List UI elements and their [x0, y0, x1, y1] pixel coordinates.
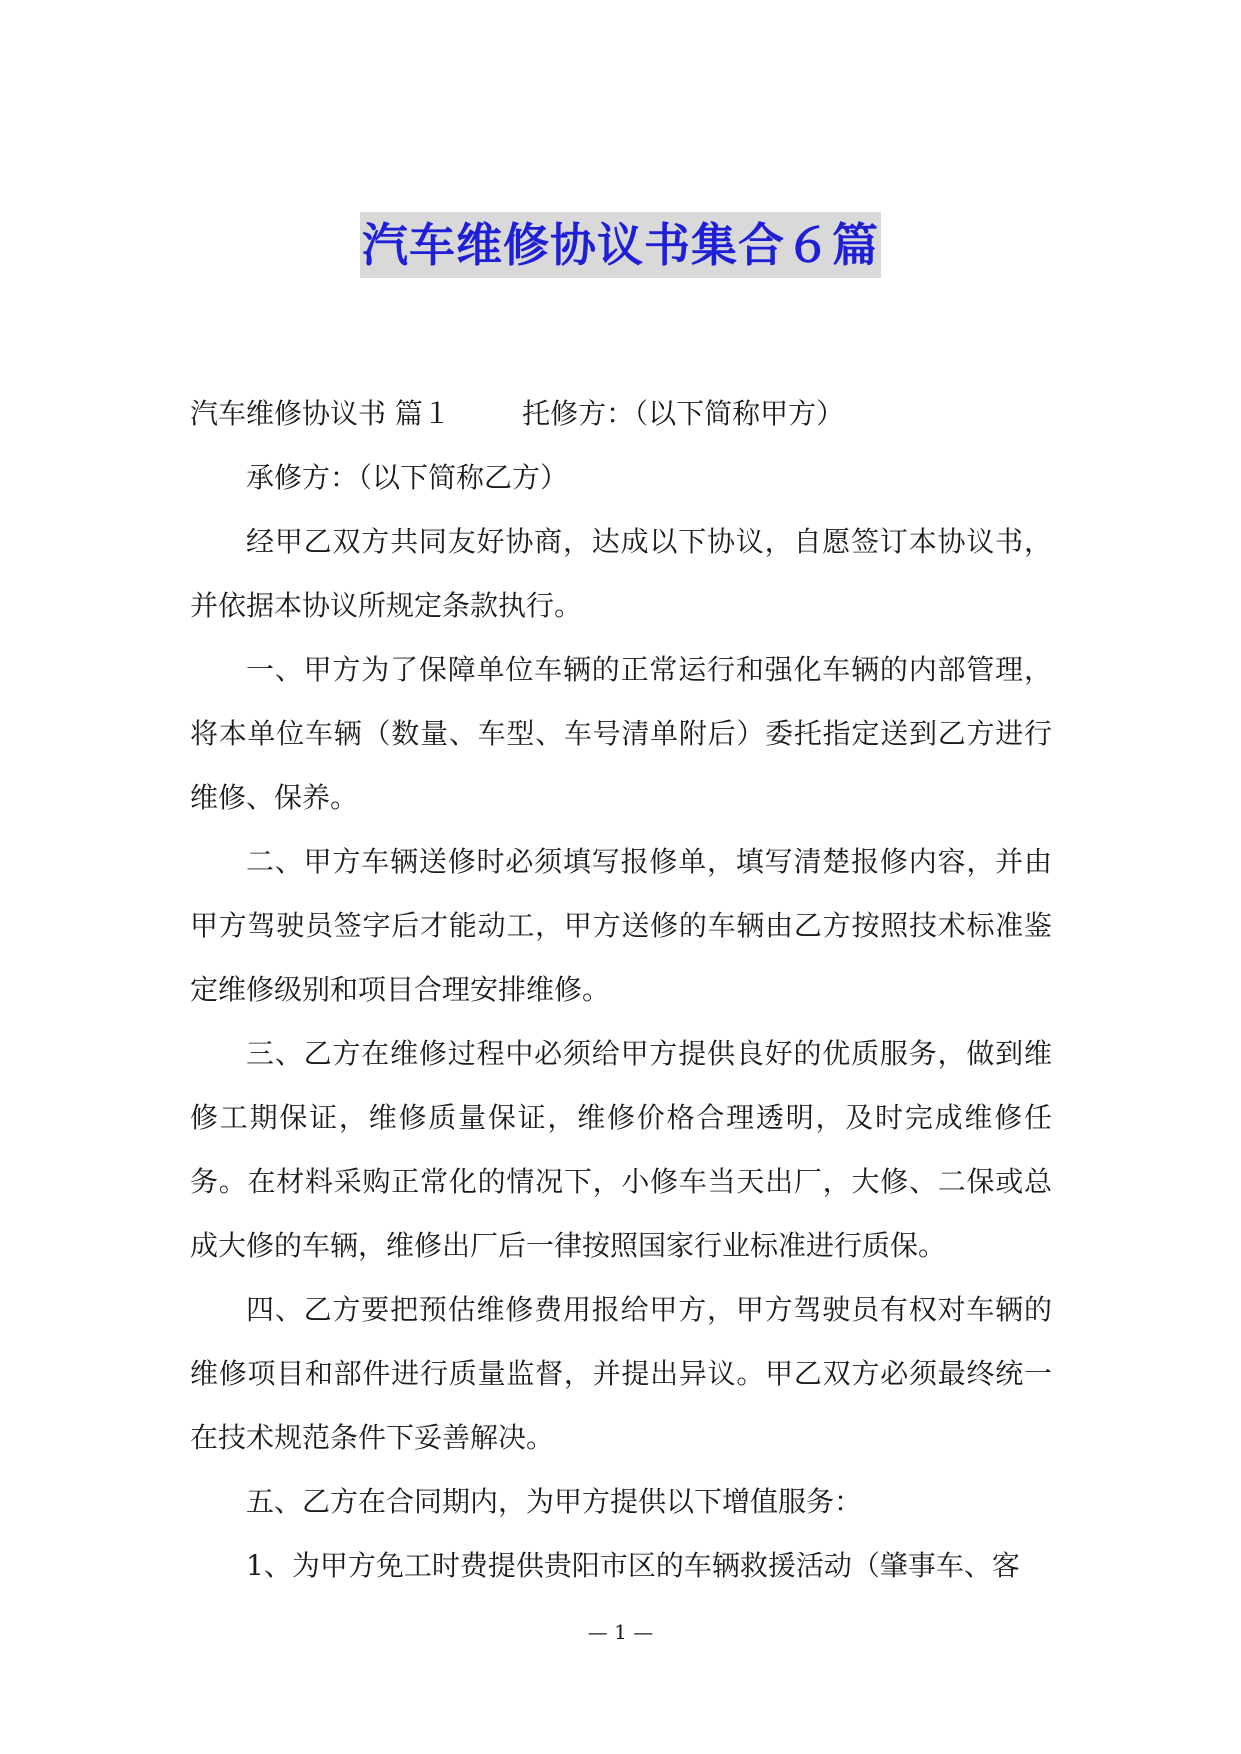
paragraph: 三、乙方在维修过程中必须给甲方提供良好的优质服务，做到维修工期保证，维修质量保证，维修价格合理透明，及时完成维修任务。在材料采购正常化的情况下，小修车当天出厂，大修、二保或总成大修的车辆，维修出厂后一律按照国家行业标准进行质保。: [190, 1037, 1052, 1262]
page-number: — 1 —: [587, 1620, 654, 1644]
paragraph: 一、甲方为了保障单位车辆的正常运行和强化车辆的内部管理，将本单位车辆（数量、车型、车号清单附后）委托指定送到乙方进行维修、保养。: [190, 653, 1052, 814]
document-title: 汽车维修协议书集合６篇: [360, 212, 881, 278]
paragraph: 经甲乙双方共同友好协商，达成以下协议，自愿签订本协议书，并依据本协议所规定条款执行。: [190, 525, 1052, 622]
paragraph: 二、甲方车辆送修时必须填写报修单，填写清楚报修内容，并由甲方驾驶员签字后才能动工，甲方送修的车辆由乙方按照技术标准鉴定维修级别和项目合理安排维修。: [190, 845, 1052, 1006]
paragraph: 五、乙方在合同期内，为甲方提供以下增值服务：: [246, 1485, 863, 1518]
paragraph: 四、乙方要把预估维修费用报给甲方，甲方驾驶员有权对车辆的维修项目和部件进行质量监督，并提出异议。甲乙双方必须最终统一在技术规范条件下妥善解决。: [190, 1293, 1052, 1454]
first-line: [190, 382, 1052, 446]
paragraph: 承修方：（以下简称乙方）: [246, 461, 569, 494]
document-body: [190, 382, 1052, 1598]
party-a-line: 托修方：（以下简称甲方）: [522, 397, 845, 430]
paragraph: 1、为甲方免工时费提供贵阳市区的车辆救援活动（肇事车、客: [246, 1549, 1020, 1582]
title-container: [0, 212, 1241, 278]
section-heading: 汽车维修协议书 篇１: [190, 397, 451, 430]
